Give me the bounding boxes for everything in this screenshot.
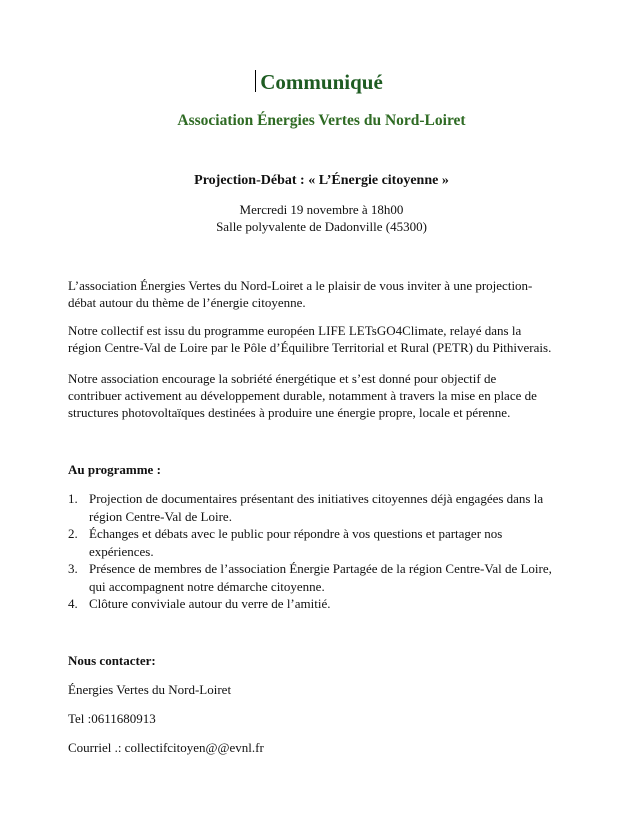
list-item-text: région Centre-Val de Loire. bbox=[89, 509, 232, 524]
paragraph-line: L’association Énergies Vertes du Nord-Loiret a le plaisir de vous inviter à une projection- bbox=[68, 278, 533, 293]
paragraph-line: débat autour du thème de l’énergie citoyenne. bbox=[68, 295, 306, 310]
list-item-text: expériences. bbox=[89, 544, 154, 559]
list-item-text: Projection de documentaires présentant des initiatives citoyennes déjà engagées dans la bbox=[89, 491, 544, 506]
document-title: Communiqué bbox=[260, 70, 383, 94]
contact-tel: Tel :0611680913 bbox=[68, 711, 156, 726]
program-heading: Au programme : bbox=[68, 462, 161, 477]
contact-name: Énergies Vertes du Nord-Loiret bbox=[68, 682, 232, 697]
contact-heading: Nous contacter: bbox=[68, 653, 156, 668]
list-item-text: Clôture conviviale autour du verre de l’amitié. bbox=[89, 596, 331, 611]
event-place: Salle polyvalente de Dadonville (45300) bbox=[216, 219, 427, 234]
association-name: Association Énergies Vertes du Nord-Loiret bbox=[177, 112, 466, 129]
paragraph-line: contribuer activement au développement durable, notamment à travers la mise en place de bbox=[68, 388, 537, 403]
event-date: Mercredi 19 novembre à 18h00 bbox=[239, 202, 404, 217]
list-item-text: Échanges et débats avec le public pour répondre à vos questions et partager nos bbox=[89, 526, 503, 541]
list-item-text: qui accompagnent notre démarche citoyenne. bbox=[89, 579, 325, 594]
paragraph-line: Notre collectif est issu du programme européen LIFE LETsGO4Climate, relayé dans la bbox=[68, 323, 522, 338]
list-number: 2. bbox=[68, 526, 78, 541]
paragraph-line: région Centre-Val de Loire par le Pôle d’Équilibre Territorial et Rural (PETR) du Pithiverais. bbox=[68, 340, 552, 355]
paragraph-line: structures photovoltaïques destinées à produire une énergie propre, locale et pérenne. bbox=[68, 405, 511, 420]
list-item-text: Présence de membres de l’association Énergie Partagée de la région Centre-Val de Loire, bbox=[89, 561, 552, 576]
list-number: 4. bbox=[68, 596, 78, 611]
list-number: 1. bbox=[68, 491, 78, 506]
paragraph-line: Notre association encourage la sobriété énergétique et s’est donné pour objectif de bbox=[68, 371, 497, 386]
list-number: 3. bbox=[68, 561, 78, 576]
contact-email: Courriel .: collectifcitoyen@@evnl.fr bbox=[68, 740, 264, 755]
event-heading: Projection-Débat : « L’Énergie citoyenne » bbox=[194, 173, 449, 188]
